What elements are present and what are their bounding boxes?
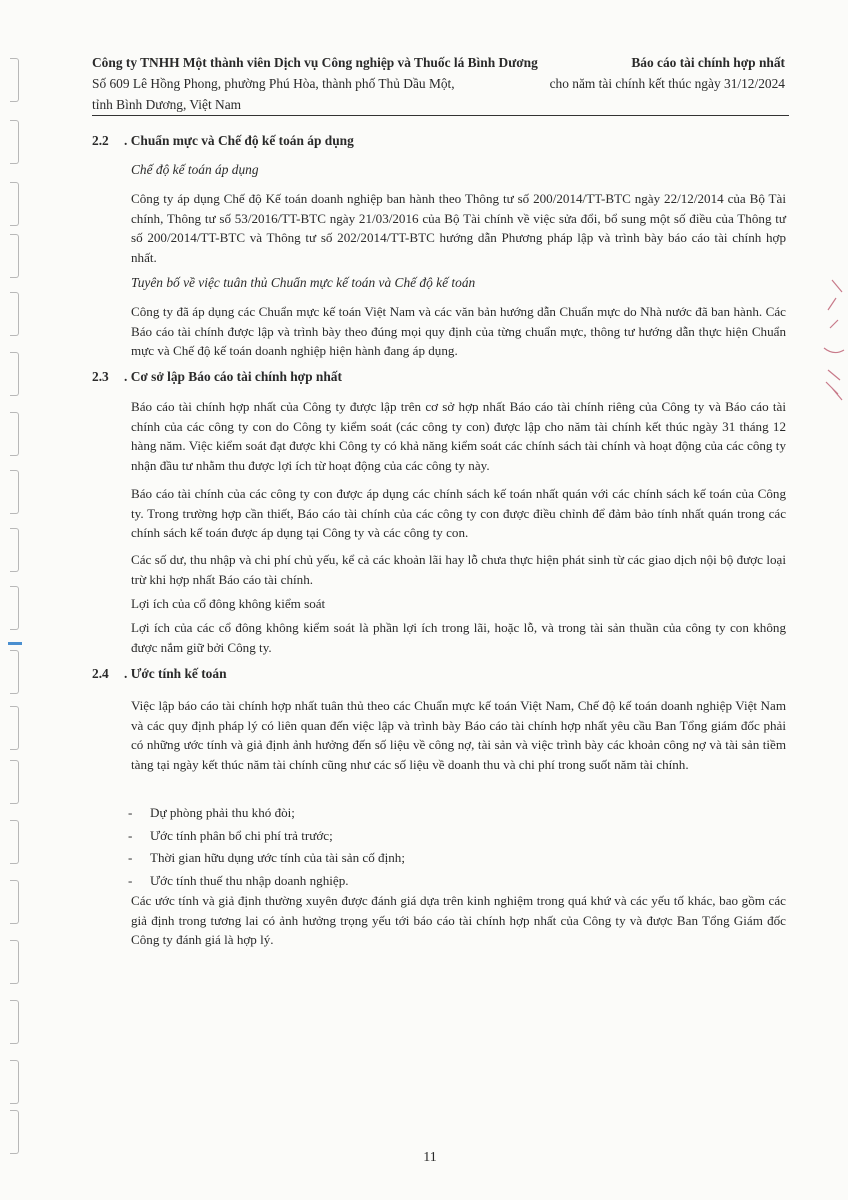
paragraph: Công ty áp dụng Chế độ Kế toán doanh nghiệp ban hành theo Thông tư số 200/2014/TT-BTC ngày 22/12/2014 của Bộ Tài chính, Thông tư số 53/2016/TT-BTC ngày 21/03/2016 của Bộ Tài chính về việc sửa đổi, bổ sung một số điều của Thông tư số 200/2014/TT-BTC và Thông tư số 202/2014/TT-BTC hướng dẫn Phương pháp lập và trình bày báo cáo tài chính hợp nhất. <box>131 191 786 265</box>
subheading-compliance-statement: Tuyên bố về việc tuân thủ Chuẩn mực kế toán và Chế độ kế toán <box>131 275 476 290</box>
section-2-2-heading <box>92 131 354 151</box>
paragraph: Công ty đã áp dụng các Chuẩn mực kế toán Việt Nam và các văn bản hướng dẫn Chuẩn mực do Nhà nước đã ban hành. Các Báo cáo tài chính được lập và trình bày theo đúng mọi quy định của từng chuẩn mực, thông tư hướng dẫn thực hiện Chuẩn mực và Chế độ kế toán doanh nghiệp hiện hành đang áp dụng. <box>131 304 786 359</box>
list-item-text: Ước tính thuế thu nhập doanh nghiệp. <box>150 872 349 888</box>
report-title: Báo cáo tài chính hợp nhất <box>631 55 785 70</box>
section-number: 2.2 <box>92 133 109 148</box>
page-number: 11 <box>423 1150 437 1165</box>
section-2-4-heading <box>92 664 227 684</box>
list-item <box>128 847 405 870</box>
bullet-dash: - <box>128 805 133 820</box>
page-header <box>92 52 785 114</box>
section-title: . Cơ sở lập Báo cáo tài chính hợp nhất <box>124 369 342 384</box>
header-divider <box>92 115 789 116</box>
binder-tab <box>8 642 22 645</box>
section-number: 2.3 <box>92 369 109 384</box>
address-line-2: tỉnh Bình Dương, Việt Nam <box>92 97 242 112</box>
paragraph: Báo cáo tài chính của các công ty con được áp dụng các chính sách kế toán nhất quán với các chính sách kế toán của Công ty. Trong trường hợp cần thiết, Báo cáo tài chính của các công ty con được điều chỉnh để đảm bảo tính nhất quán trong các chính sách kế toán được áp dụng tại Công ty và các công ty con. <box>131 486 786 541</box>
list-item <box>128 825 405 848</box>
bullet-dash: - <box>128 827 133 843</box>
paragraph: Việc lập báo cáo tài chính hợp nhất tuân thủ theo các Chuẩn mực kế toán Việt Nam, Chế độ kế toán doanh nghiệp Việt Nam và các quy định pháp lý có liên quan đến việc lập và trình bày Báo cáo tài chính hợp nhất yêu cầu Ban Tổng giám đốc phải có những ước tính và giả định ảnh hưởng đến số liệu về công nợ, tài sản và việc trình bày các khoản công nợ và tài sản tiềm tàng tại ngày kết thúc năm tài chính cũng như các số liệu về doanh thu và chi phí trong suốt năm tài chính. <box>131 698 786 772</box>
header-right <box>550 52 785 94</box>
company-name: Công ty TNHH Một thành viên Dịch vụ Công nghiệp và Thuốc lá Bình Dương <box>92 55 538 70</box>
binder-margin <box>0 0 30 1200</box>
header-left <box>92 52 592 115</box>
paragraph: Các số dư, thu nhập và chi phí chủ yếu, kể cả các khoản lãi hay lỗ chưa thực hiện phát sinh từ các giao dịch nội bộ được loại trừ khi hợp nhất Báo cáo tài chính. <box>131 552 786 587</box>
subheading-non-controlling-interest: Lợi ích của cổ đông không kiểm soát <box>131 596 326 611</box>
bullet-dash: - <box>128 872 133 888</box>
list-item <box>128 870 405 893</box>
section-title: . Chuẩn mực và Chế độ kế toán áp dụng <box>124 133 354 148</box>
subheading-accounting-regime: Chế độ kế toán áp dụng <box>131 162 259 177</box>
list-item-text: Ước tính phân bổ chi phí trả trước; <box>150 827 333 843</box>
report-period: cho năm tài chính kết thúc ngày 31/12/2024 <box>549 76 785 91</box>
estimates-list <box>128 802 405 892</box>
paragraph: Báo cáo tài chính hợp nhất của Công ty được lập trên cơ sở hợp nhất Báo cáo tài chính riêng của Công ty và Báo cáo tài chính của các công ty con do Công ty kiểm soát (các công ty con) được lập cho năm tài chính kết thúc ngày 31 tháng 12 hàng năm. Việc kiểm soát đạt được khi Công ty có khả năng kiểm soát các chính sách tài chính và hoạt động của các công ty nhận đầu tư nhằm thu được lợi ích từ hoạt động của các công ty này. <box>131 399 786 473</box>
section-title: . Ước tính kế toán <box>124 666 227 681</box>
paragraph: Các ước tính và giả định thường xuyên được đánh giá dựa trên kinh nghiệm trong quá khứ và các yếu tố khác, bao gồm các giả định trong tương lai có ảnh hưởng trọng yếu tới báo cáo tài chính hợp nhất của Công ty và được Ban Tổng Giám đốc Công ty đánh giá là hợp lý. <box>131 893 786 948</box>
section-number: 2.4 <box>92 666 109 681</box>
section-2-3-heading <box>92 367 342 387</box>
paragraph: Lợi ích của các cổ đông không kiểm soát là phần lợi ích trong lãi, hoặc lỗ, và trong tài sản thuần của công ty con không được nắm giữ bởi Công ty. <box>131 620 786 655</box>
list-item-text: Dự phòng phải thu khó đòi; <box>150 805 295 820</box>
bullet-dash: - <box>128 850 133 865</box>
address-line-1: Số 609 Lê Hồng Phong, phường Phú Hòa, thành phố Thủ Dầu Một, <box>92 76 455 91</box>
list-item <box>128 802 405 825</box>
stamp-mark <box>818 270 848 410</box>
list-item-text: Thời gian hữu dụng ước tính của tài sản cố định; <box>150 850 405 865</box>
